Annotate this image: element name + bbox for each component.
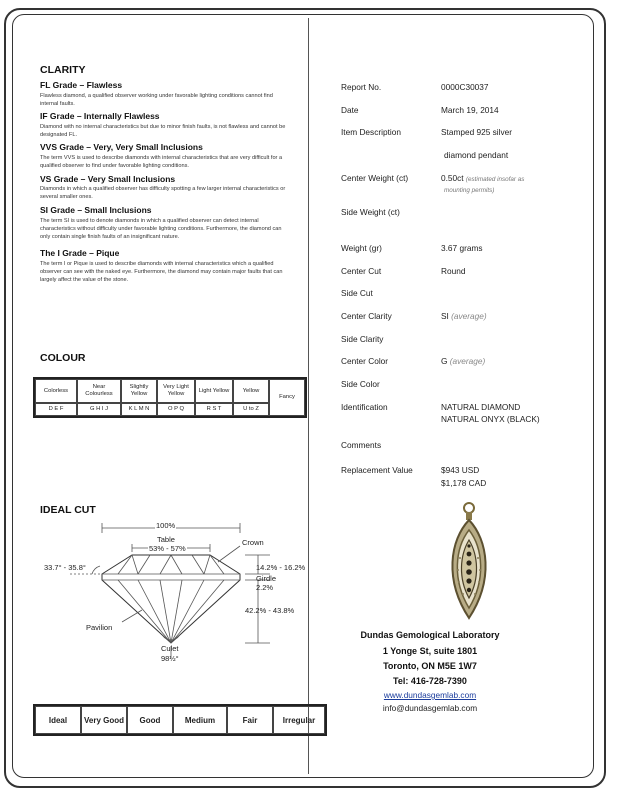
clarity-title: CLARITY	[40, 64, 86, 76]
report-note: (average)	[449, 356, 486, 366]
colour-codes: K L M N	[121, 403, 157, 416]
lab-name: Dundas Gemological Laboratory	[360, 630, 500, 640]
report-value: Stamped 925 silver	[441, 127, 513, 137]
grade-fl-title: FL Grade – Flawless	[40, 80, 123, 90]
report-value: $943 USD	[441, 465, 480, 475]
culet-value-label: 98½°	[161, 654, 179, 663]
colour-label: Light Yellow	[195, 379, 233, 403]
report-value-row	[441, 173, 524, 183]
pendant-photo	[436, 500, 502, 622]
colour-label: Near Colourless	[77, 379, 121, 403]
lab-email[interactable]: info@dundasgemlab.com	[382, 703, 478, 713]
colour-codes: G H I J	[77, 403, 121, 416]
report-value: diamond pendant	[444, 150, 509, 160]
colour-label: Colorless	[35, 379, 77, 403]
crown-label: Crown	[242, 538, 264, 547]
report-value: 0.50ct	[441, 173, 464, 183]
colour-codes: O P Q	[157, 403, 195, 416]
grade-if-title: IF Grade – Internally Flawless	[40, 111, 160, 121]
report-value: NATURAL DIAMOND	[441, 402, 521, 412]
grade-vs-desc: Diamonds in which a qualified observer has difficulty spotting a few larger internal characteristics or several smaller ones.	[40, 186, 286, 200]
grade-vvs-desc: The term VVS is used to describe diamonds with internal characteristics that are very difficult for a qualified observer to find under favorable lighting conditions.	[40, 155, 283, 169]
lab-website-link[interactable]: www.dundasgemlab.com	[383, 690, 477, 700]
report-label: Side Cut	[341, 288, 373, 298]
report-label: Item Description	[341, 127, 401, 137]
report-value: March 19, 2014	[441, 105, 499, 115]
report-value: $1,178 CAD	[441, 478, 487, 488]
grade-si-desc: The term SI is used to denote diamonds in which a qualified observer can detect internal characteristics without difficulty under favorable lighting conditions. Furthermore, the diamond can only contain single finish faults of an insignificant nature.	[40, 218, 282, 240]
colour-title: COLOUR	[40, 352, 86, 364]
colour-label: Fancy	[269, 379, 305, 416]
crown-height-label: 14.2% - 16.2%	[256, 563, 306, 572]
grade-i-desc: The term I or Pique is used to describe diamonds with internal characteristics which a qualified observer can see with the naked eye. Furthermore, the diamond may contain major faults that can largely affect the value of the stone.	[40, 261, 283, 283]
table-range-label: 53% - 57%	[149, 544, 186, 553]
cut-grade-cell: Good	[127, 706, 173, 734]
ideal-cut-title: IDEAL CUT	[40, 504, 96, 516]
pavilion-label: Pavilion	[86, 623, 113, 632]
report-value: NATURAL ONYX (BLACK)	[441, 414, 540, 424]
cut-grade-cell: Medium	[173, 706, 227, 734]
report-label: Center Weight (ct)	[341, 173, 409, 183]
report-label: Center Clarity	[341, 311, 392, 321]
report-label: Center Color	[341, 356, 389, 366]
colour-label: Yellow	[233, 379, 269, 403]
cut-grade-cell: Fair	[227, 706, 273, 734]
lab-address-line2: Toronto, ON M5E 1W7	[383, 661, 477, 671]
colour-codes: R S T	[195, 403, 233, 416]
report-label: Comments	[341, 440, 382, 450]
colour-scale-table	[33, 377, 307, 418]
colour-label: Slightly Yellow	[121, 379, 157, 403]
report-value: 3.67 grams	[441, 243, 483, 253]
report-label: Side Weight (ct)	[341, 207, 400, 217]
girdle-value-label: 2.2%	[256, 583, 274, 592]
cut-grade-cell: Irregular	[273, 706, 325, 734]
colour-codes: U to Z	[233, 403, 269, 416]
report-label: Date	[341, 105, 359, 115]
pavilion-depth-label: 42.2% - 43.8%	[245, 606, 295, 615]
colour-label: Very Light Yellow	[157, 379, 195, 403]
cut-grade-cell: Ideal	[35, 706, 81, 734]
report-value: 0000C30037	[441, 82, 489, 92]
center-divider	[308, 18, 309, 774]
total-width-label: 100%	[156, 521, 176, 530]
report-label: Identification	[341, 402, 388, 412]
report-label: Side Clarity	[341, 334, 384, 344]
report-label: Replacement Value	[341, 465, 413, 475]
colour-codes: D E F	[35, 403, 77, 416]
report-note: (average)	[451, 311, 487, 321]
report-value: G	[441, 356, 448, 366]
lab-address-line1: 1 Yonge St, suite 1801	[382, 646, 478, 656]
girdle-label: Girdle	[256, 574, 277, 583]
report-value: Round	[441, 266, 466, 276]
grade-vs-title: VS Grade – Very Small Inclusions	[40, 174, 176, 184]
report-label: Side Color	[341, 379, 380, 389]
cut-grade-cell: Very Good	[81, 706, 127, 734]
grade-vvs-title: VVS Grade – Very, Very Small Inclusions	[40, 142, 203, 152]
report-label: Weight (gr)	[341, 243, 382, 253]
cut-grade-table	[33, 704, 327, 736]
report-note: mounting permits)	[444, 187, 495, 194]
lab-phone: Tel: 416-728-7390	[393, 676, 467, 686]
grade-fl-desc: Flawless diamond, a qualified observer working under favorable lighting conditions cannot find internal faults.	[40, 93, 273, 107]
grade-si-title: SI Grade – Small Inclusions	[40, 205, 152, 215]
table-label: Table	[157, 535, 175, 544]
report-label: Center Cut	[341, 266, 382, 276]
report-label: Report No.	[341, 82, 382, 92]
culet-label: Culet	[161, 644, 179, 653]
crown-angle-label: 33.7° - 35.8°	[44, 563, 86, 572]
report-value: SI	[441, 311, 449, 321]
grade-if-desc: Diamond with no internal characteristics but due to minor finish faults, is not flawless and cannot be designated FL.	[40, 124, 286, 138]
report-note: (estimated insofar as	[465, 176, 525, 183]
grade-i-title: The I Grade – Pique	[40, 248, 120, 258]
